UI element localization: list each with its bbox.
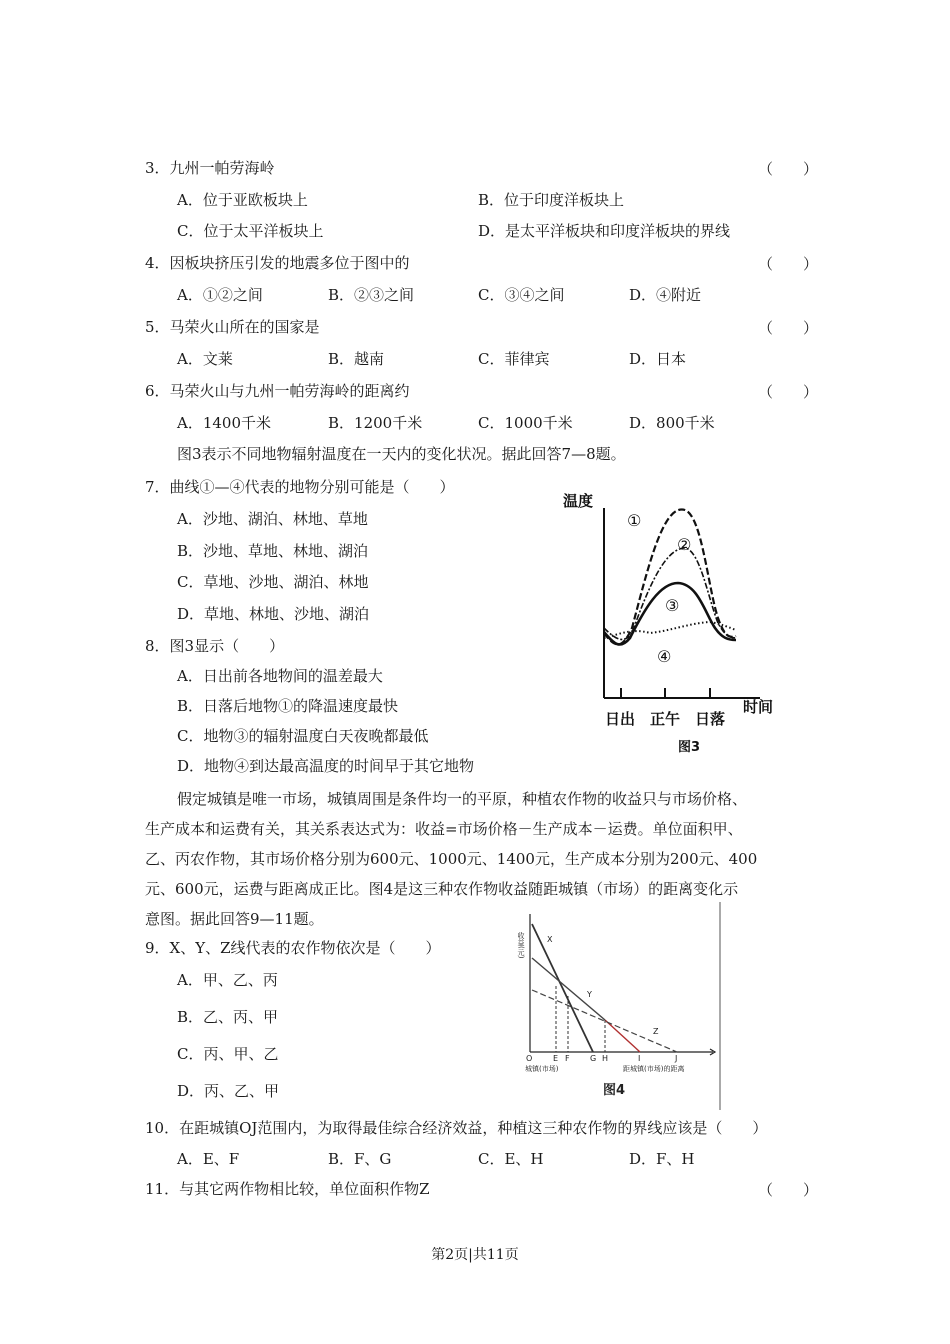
fig3-tick-sunrise: 日出 [605,710,636,728]
q6-option-b: B．1200千米 [328,414,423,432]
q4-option-d: D．④附近 [629,286,702,304]
fig4-y-label: 收益(元) [517,932,525,959]
q3-option-b: B．位于印度洋板块上 [478,191,625,209]
q8-option-b: B．日落后地物①的降温速度最快 [177,697,399,715]
fig3-tick-sunset: 日落 [695,710,726,728]
q3-option-a: A．位于亚欧板块上 [177,191,308,209]
intro-7-8: 图3表示不同地物辐射温度在一天内的变化状况。据此回答7—8题。 [177,445,626,463]
q11-stem: 11．与其它两作物相比较，单位面积作物Z [145,1180,430,1198]
q7-option-c: C．草地、沙地、湖泊、林地 [177,573,369,591]
intro-9-11-line1: 假定城镇是唯一市场，城镇周围是条件均一的平原，种植农作物的收益只与市场价格、 [177,790,748,808]
q4-option-a: A．①②之间 [177,286,263,304]
fig3-label-3: ③ [665,596,680,615]
q3-option-c: C．位于太平洋板块上 [177,222,324,240]
intro-9-11-line2: 生产成本和运费有关，其关系表达式为：收益=市场价格－生产成本－运费。单位面积甲、 [145,820,743,838]
q9-stem: 9．X、Y、Z线代表的农作物依次是（ ） [145,939,441,957]
q9-option-a: A．甲、乙、丙 [177,971,278,989]
q5-option-b: B．越南 [328,350,385,368]
q3-stem: 3．九州一帕劳海岭 [145,159,275,177]
fig4-point-g: G [590,1054,597,1063]
q7-stem: 7．曲线①—④代表的地物分别可能是（ ） [145,478,455,496]
fig4-point-h: H [602,1054,609,1063]
q8-option-d: D．地物④到达最高温度的时间早于其它地物 [177,757,475,775]
fig3-y-label: 温度 [563,492,594,510]
page-footer: 第2页|共11页 [431,1247,519,1263]
fig3-label-2: ② [677,535,692,554]
fig3-curve-1 [604,509,736,644]
q8-stem: 8．图3显示（ ） [145,637,285,655]
q8-option-a: A．日出前各地物间的温差最大 [177,667,383,685]
fig4-point-i: I [638,1054,641,1063]
fig4-point-e: E [553,1054,559,1063]
q9-option-c: C．丙、甲、乙 [177,1045,279,1063]
q4-stem: 4．因板块挤压引发的地震多位于图中的 [145,254,410,272]
fig3-label-1: ① [627,511,642,530]
q5-option-d: D．日本 [629,350,687,368]
fig3-label-4: ④ [657,647,672,666]
q5-answer-paren: （ ） [758,319,819,337]
fig4-x-label-left: 城镇(市场) [525,1065,559,1073]
q5-option-c: C．菲律宾 [478,350,550,368]
q9-option-b: B．乙、丙、甲 [177,1008,279,1026]
q6-option-d: D．800千米 [629,414,715,432]
q10-option-a: A．E、F [177,1150,240,1168]
q4-option-c: C．③④之间 [478,286,565,304]
fig4-x-label: 距城镇(市场)的距离 [623,1065,685,1073]
q5-option-a: A．文莱 [177,350,233,368]
q5-stem: 5．马荣火山所在的国家是 [145,318,320,336]
fig4-point-f: F [565,1054,570,1063]
intro-9-11-line4: 元、600元，运费与距离成正比。图4是这三种农作物收益随距城镇（市场）的距离变化示 [145,880,739,898]
figure-4 [505,902,730,1110]
q6-option-a: A．1400千米 [177,414,272,432]
fig4-caption: 图4 [603,1083,626,1098]
fig4-origin: O [526,1054,533,1063]
intro-9-11-line3: 乙、丙农作物，其市场价格分别为600元、1000元、1400元，生产成本分别为200元、400 [145,850,758,868]
q11-answer-paren: （ ） [758,1181,819,1199]
q6-option-c: C．1000千米 [478,414,573,432]
q10-option-c: C．E、H [478,1150,544,1168]
intro-9-11-line5: 意图。据此回答9—11题。 [145,910,324,928]
q3-option-d: D．是太平洋板块和印度洋板块的界线 [478,222,731,240]
q6-stem: 6．马荣火山与九州一帕劳海岭的距离约 [145,382,410,400]
q6-answer-paren: （ ） [758,383,819,401]
q9-option-d: D．丙、乙、甲 [177,1082,280,1100]
fig4-point-j: J [675,1054,678,1063]
q3-answer-paren: （ ） [758,160,819,178]
q10-option-b: B．F、G [328,1150,392,1168]
fig4-label-y: Y [587,990,592,999]
fig4-line-x [532,924,593,1052]
fig4-label-z: Z [653,1027,659,1036]
q7-option-d: D．草地、林地、沙地、湖泊 [177,605,370,623]
fig4-line-y [532,958,605,1020]
q4-option-b: B．②③之间 [328,286,415,304]
q4-answer-paren: （ ） [758,255,819,273]
fig3-curve-2 [604,548,736,639]
q10-option-d: D．F、H [629,1150,695,1168]
q7-option-b: B．沙地、草地、林地、湖泊 [177,542,369,560]
fig4-label-x: X [547,935,553,944]
fig3-caption: 图3 [678,740,701,755]
fig4-line-y-red-segment [605,1020,640,1052]
q10-stem: 10．在距城镇OJ范围内，为取得最佳综合经济效益，种植这三种农作物的界线应该是（ ） [145,1119,768,1137]
q7-option-a: A．沙地、湖泊、林地、草地 [177,510,368,528]
fig3-tick-noon: 正午 [650,710,681,728]
fig3-x-label: 时间 [743,698,774,716]
figure-3 [560,488,790,758]
q8-option-c: C．地物③的辐射温度白天夜晚都最低 [177,727,429,745]
